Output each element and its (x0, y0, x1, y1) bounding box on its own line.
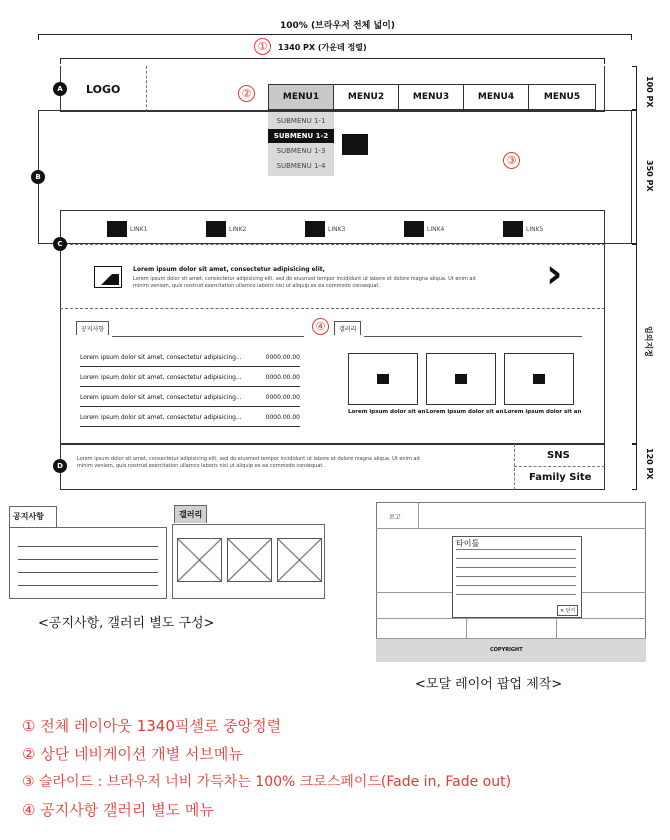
gallery-item-3[interactable] (504, 353, 574, 405)
content-height-label: 임의지정 (644, 326, 653, 357)
full-width-dimension-line (38, 34, 632, 40)
notice-row-line (80, 366, 300, 367)
separate-notice-line (18, 559, 158, 560)
gallery-image-icon (377, 374, 389, 384)
note-3: ③ 슬라이드 : 브라우저 너비 가득차는 100% 크로스페이드(Fade in, Fade out) (22, 774, 512, 790)
footer-height-label: 120 PX (645, 448, 654, 480)
modal-popup-line (456, 576, 576, 577)
gallery-caption-3: Lorem ipsum dolor sit an (504, 409, 582, 415)
notice-row-line (80, 406, 300, 407)
link3-icon (305, 221, 325, 237)
link2-icon (206, 221, 226, 237)
banner-next-arrow-icon[interactable]: › (546, 251, 563, 297)
modal-page-column-divider (466, 618, 467, 638)
center-width-label: 1340 PX (가운데 정렬) (278, 43, 367, 52)
badge-b: B (31, 170, 45, 184)
menu-item-2[interactable]: MENU2 (333, 84, 399, 110)
notice-row-date: 0000.00.00 (265, 414, 300, 421)
submenu-item-4[interactable]: SUBMENU 1-4 (276, 162, 326, 170)
notice-row-text: Lorem ipsum dolor sit amet, consectetur adipisicing... (80, 414, 242, 421)
slide-height-label: 350 PX (645, 160, 654, 192)
link1-icon (107, 221, 127, 237)
link-2[interactable]: LINK2 (229, 226, 247, 233)
annotation-number-1: ① (254, 38, 271, 55)
notice-row-date: 0000.00.00 (265, 394, 300, 401)
gallery-image-icon (455, 374, 467, 384)
gallery-item-1[interactable] (348, 353, 418, 405)
notice-row-3[interactable] (80, 394, 300, 401)
notice-row-date: 0000.00.00 (265, 374, 300, 381)
annotation-number-2: ② (238, 85, 255, 102)
modal-page-section-line (376, 618, 646, 619)
family-site-link[interactable]: Family Site (529, 472, 592, 483)
separate-notice-tab[interactable] (9, 506, 57, 528)
separate-notice-line (18, 585, 158, 586)
menu-item-1[interactable]: MENU1 (268, 84, 334, 110)
link-1[interactable]: LINK1 (130, 226, 148, 233)
separate-notice-line (18, 572, 158, 573)
gallery-caption-2: Lorem ipsum dolor sit an (426, 409, 504, 415)
modal-popup-line (456, 549, 576, 550)
submenu-item-2[interactable]: SUBMENU 1-2 (268, 129, 334, 143)
annotation-number-3: ③ (503, 152, 520, 169)
gallery-item-2[interactable] (426, 353, 496, 405)
links-divider (60, 244, 605, 245)
center-width-dimension-line (60, 58, 605, 64)
logo[interactable]: LOGO (86, 83, 121, 96)
sns-link[interactable]: SNS (547, 450, 570, 461)
badge-d: D (53, 459, 67, 473)
link-3[interactable]: LINK3 (328, 226, 346, 233)
separate-notice-line (18, 546, 158, 547)
separate-gallery-placeholder-3 (277, 538, 322, 582)
banner-image-icon (94, 266, 122, 288)
notice-row-line (80, 426, 300, 427)
modal-page-header-divider (418, 502, 419, 528)
notice-row-text: Lorem ipsum dolor sit amet, consectetur adipisicing... (80, 354, 242, 361)
modal-popup-line (456, 558, 576, 559)
submenu-panel (268, 112, 334, 176)
footer-sns-divider (514, 466, 605, 467)
separate-notice-tab-label: 공지사항 (13, 512, 44, 521)
notice-row-text: Lorem ipsum dolor sit amet, consectetur adipisicing... (80, 374, 242, 381)
full-width-label: 100% (브라우저 전체 넓이) (280, 21, 395, 31)
notice-row-2[interactable] (80, 374, 300, 381)
footer-height-brace (632, 444, 637, 490)
slide-height-brace (632, 110, 637, 244)
logo-divider (146, 66, 147, 112)
content-height-brace (632, 244, 637, 444)
footer-text: Lorem ipsum dolor sit amet, consectetur adipisicing elit, sed do eiusmod tempor incididunt ut labore et dolore magna aliqua. Ut enim ad minim veniam, quis nostrud exercitation ullamco laboris nisi ut aliquip ex ea commodo consequat. (77, 456, 420, 469)
link-5[interactable]: LINK5 (526, 226, 544, 233)
gallery-image-icon (533, 374, 545, 384)
notice-row-text: Lorem ipsum dolor sit amet, consectetur adipisicing... (80, 394, 242, 401)
separate-notice-panel (9, 527, 167, 599)
banner-body: Lorem ipsum dolor sit amet, consectetur adipisicing elit, sed do eiusmod tempor incididunt ut labore et dolore magna aliqua. Ut enim ad minim veniam, quis nostrud exercitation ullamco laboris nisi ut aliquip ex ea commodo consequat. (133, 276, 476, 289)
header-height-label: 100 PX (645, 76, 654, 108)
notice-row-date: 0000.00.00 (265, 354, 300, 361)
gallery-tab-underline (364, 336, 582, 337)
link5-icon (503, 221, 523, 237)
menu-item-5[interactable]: MENU5 (528, 84, 596, 110)
badge-a: A (53, 82, 67, 96)
modal-popup-line (456, 567, 576, 568)
annotation-number-4: ④ (312, 318, 329, 335)
gallery-tab[interactable]: 갤러리 (334, 321, 361, 335)
slide-image-icon (342, 134, 368, 155)
menu-item-4[interactable]: MENU4 (463, 84, 529, 110)
notice-row-4[interactable] (80, 414, 300, 421)
notice-tab[interactable]: 공지사항 (76, 321, 109, 335)
submenu-item-3[interactable]: SUBMENU 1-3 (276, 147, 326, 155)
modal-caption: <모달 레이어 팝업 제작> (415, 677, 563, 692)
modal-popup-line (456, 585, 576, 586)
modal-popup-title: 타이틀 (456, 539, 480, 548)
separate-gallery-tab[interactable]: 갤러리 (174, 505, 207, 523)
modal-copyright: COPYRIGHT (490, 647, 523, 653)
footer-side-divider (514, 444, 515, 490)
link-4[interactable]: LINK4 (427, 226, 445, 233)
notice-row-1[interactable] (80, 354, 300, 361)
notice-tab-underline (112, 336, 304, 337)
gallery-caption-1: Lorem ipsum dolor sit an (348, 409, 426, 415)
notice-row-line (80, 386, 300, 387)
banner-title: Lorem ipsum dolor sit amet, consectetur adipisicing elit, (133, 266, 325, 273)
note-4: ④ 공지사항 갤러리 별도 메뉴 (22, 801, 214, 819)
separate-gallery-placeholder-2 (227, 538, 272, 582)
banner-divider (60, 308, 605, 309)
submenu-item-1[interactable]: SUBMENU 1-1 (276, 117, 326, 125)
menu-item-3[interactable]: MENU3 (398, 84, 464, 110)
modal-close-button[interactable]: × 닫기 (557, 605, 578, 616)
link4-icon (404, 221, 424, 237)
modal-page-column-divider (556, 618, 557, 638)
note-2: ② 상단 네비게이션 개별 서브메뉴 (22, 745, 243, 763)
separate-gallery-placeholder-1 (177, 538, 222, 582)
header-height-brace (632, 66, 637, 110)
separate-caption: <공지사항, 갤러리 별도 구성> (38, 616, 215, 631)
modal-popup-line (456, 594, 576, 595)
modal-page-header-line (376, 528, 646, 529)
badge-c: C (53, 237, 67, 251)
note-1: ① 전체 레이아웃 1340픽셀로 중앙정렬 (22, 717, 282, 735)
modal-page-logo: 로고 (389, 514, 401, 521)
